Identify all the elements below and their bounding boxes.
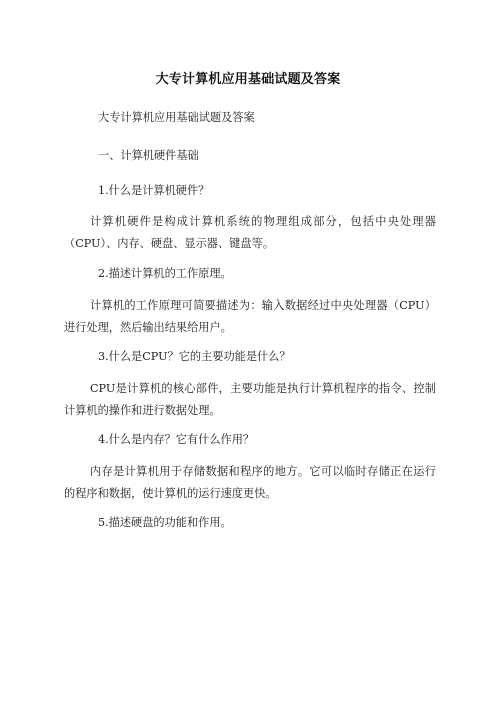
- document-title: 大专计算机应用基础试题及答案: [155, 72, 341, 87]
- answer-2: 计算机的工作原理可简要描述为：输入数据经过中央处理器（CPU）进行处理，然后输出结果给用户。: [64, 299, 436, 334]
- section-heading: 一、计算机硬件基础: [98, 149, 199, 162]
- question-3: 3.什么是CPU？它的主要功能是什么？: [98, 350, 291, 363]
- document-subtitle: 大专计算机应用基础试题及答案: [98, 111, 255, 124]
- question-4: 4.什么是内存？它有什么作用？: [98, 433, 255, 446]
- answer-1: 计算机硬件是构成计算机系统的物理组成部分，包括中央处理器（CPU）、内存、硬盘、显示器、键盘等。: [64, 215, 436, 250]
- answer-4: 内存是计算机用于存储数据和程序的地方。它可以临时存储正在运行的程序和数据，使计算机的运行速度更快。: [64, 465, 436, 500]
- answer-3: CPU是计算机的核心部件，主要功能是执行计算机程序的指令、控制计算机的操作和进行数据处理。: [64, 382, 436, 417]
- question-5: 5.描述硬盘的功能和作用。: [98, 516, 232, 529]
- question-1: 1.什么是计算机硬件？: [98, 184, 210, 197]
- question-2: 2.描述计算机的工作原理。: [98, 267, 232, 280]
